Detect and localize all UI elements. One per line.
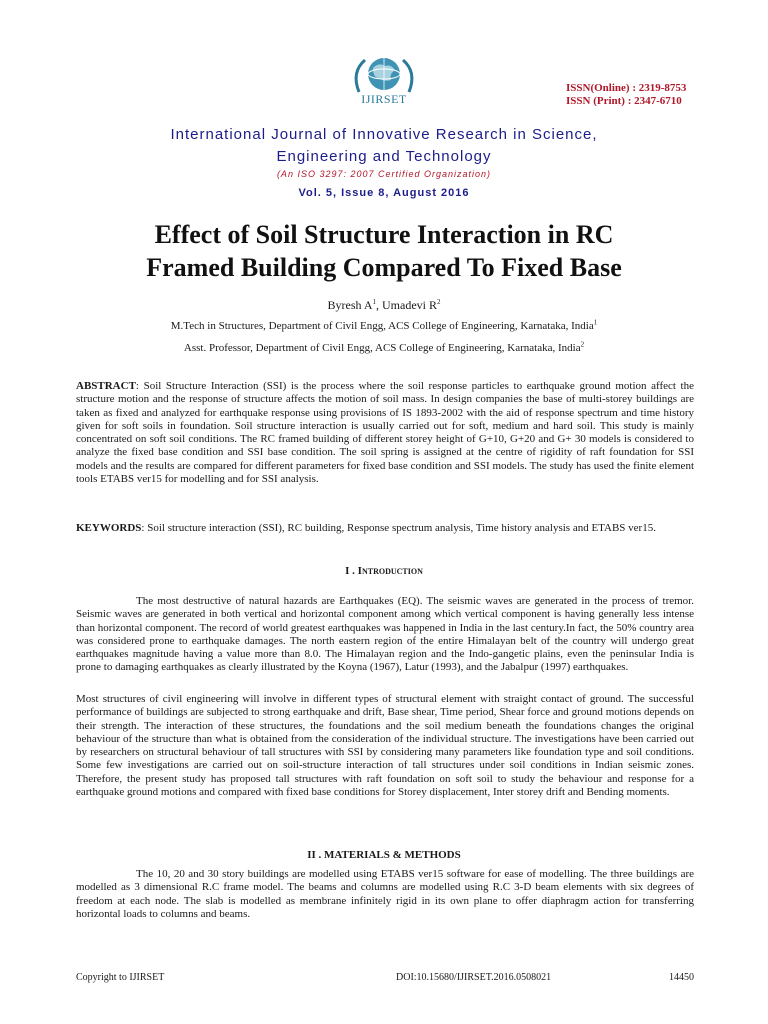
section-heading-methods: II . MATERIALS & METHODS (307, 849, 461, 861)
journal-name-line2: Engineering and Technology (276, 148, 492, 165)
affiliation-1-text: M.Tech in Structures, Department of Civil Engg, ACS College of Engineering, Karnataka, India (170, 320, 594, 332)
paper-title-line2: Framed Building Compared To Fixed Base (146, 253, 622, 282)
footer-page-number: 14450 (669, 972, 694, 983)
author-1: Byresh A (327, 298, 373, 312)
keywords (76, 522, 694, 535)
page-footer (76, 972, 694, 986)
abstract-label: ABSTRACT (76, 380, 136, 392)
affiliation-2-text: Asst. Professor, Department of Civil Engg, ACS College of Engineering, Karnataka, India (183, 342, 581, 354)
logo-text: IJIRSET (361, 92, 407, 106)
keywords-text: : Soil structure interaction (SSI), RC building, Response spectrum analysis, Time history analysis and ETABS ver15. (141, 522, 656, 534)
affiliation-2-sup: 2 (580, 340, 585, 349)
paper-title (60, 218, 708, 284)
footer-doi: DOI:10.15680/IJIRSET.2016.0508021 (396, 972, 552, 983)
footer-copyright: Copyright to IJIRSET (76, 972, 165, 983)
section-heading-introduction: I . Introduction (345, 565, 423, 577)
intro-paragraph-2: Most structures of civil engineering will involve in different types of structural element with straight contact of ground. The successful performance of buildings are subjected to strong earthquake and drift, Base shear, Time period, Shear force and ground motions depends on their strength. The interaction of these structures, the foundations and the soil medium beneath the foundations changes the original behaviour of the structure than what is obtained from the consideration of the individual structure. The investigations have been carried out by researchers on structural behaviour of tall structures with SSI by considering many parameters like foundation type and soil conditions. Some few investigations are carried out on soil-structure interaction of tall structures under soil conditions in Indian seismic zones. Therefore, the present study has proposed tall structures with raft foundation on soft soil to study the behaviour and response for a earthquake ground motions and compared with fixed base conditions for Storey displacement, Inter storey drift and Bending moments. (76, 693, 694, 799)
issn-block (566, 82, 686, 108)
author-2: , Umadevi R (376, 298, 437, 312)
intro-paragraph-1: The most destructive of natural hazards are Earthquakes (EQ). The seismic waves are generated in the process of tremor. Seismic waves are generated in both vertical and horizontal component among which vertical component is having generally less intense than horizontal component. The record of world greatest earthquakes was happened in India in the last century.In fact, the 50% country area was considered prone to earthquake damages. The north eastern region of the entire Himalayan belt of the country will undergo great earthquakes magnitude having a value more than 8.0. The Himalayan region and the Indo-gangetic plains, even the peninsular India is prone to damaging earthquakes as clearly illustrated by the Koyna (1967), Latur (1993), and the Jabalpur (1997) earthquakes. (76, 595, 694, 674)
keywords-label: KEYWORDS (76, 522, 142, 534)
abstract (76, 380, 694, 486)
volume-issue: Vol. 5, Issue 8, August 2016 (298, 187, 470, 199)
affiliation-1-sup: 1 (593, 318, 598, 327)
methods-paragraph-1: The 10, 20 and 30 story buildings are modelled using ETABS ver15 software for ease of modelling. The three buildings are modelled as 3 dimensional R.C frame model. The beams and columns are modelled using R.C 3-D beam elements with six degrees of freedom at each node. The slab is modelled as membrane infinitely rigid in its own plane to offer diaphragm action for transferring horizontal loads to columns and beams. (76, 868, 694, 920)
affiliation-1 (0, 320, 768, 332)
issn-online: ISSN(Online) : 2319-8753 (566, 82, 687, 94)
author-1-sup: 1 (372, 298, 376, 306)
journal-name (0, 124, 768, 168)
journal-name-line1: International Journal of Innovative Research in Science, (170, 126, 598, 143)
affiliation-2 (0, 342, 768, 354)
author-2-sup: 2 (437, 298, 441, 306)
abstract-text: : Soil Structure Interaction (SSI) is the process where the soil response particles to earthquake ground motion affect the structure motion and the response of structure affects the motion of soil mass. In design companies the base of multi-storey buildings are taken as fixed and analyzed for earthquake response using provisions of IS 1893-2002 with the aid of response spectrum and time history given for soft soils in foundation. Soil structure interaction is usually carried out for soft, medium and hard soil. This study is mainly concentrated on soft soil conditions. The RC framed building of different storey height of G+10, G+20 and G+ 30 models is considered to analyze the fixed base condition and SSI base condition. The soil spring is assigned at the centre of rigidity of raft foundation for SSI models and the results are compared for different parameters for fixed base condition and SSI models. The study has used the finite element tools ETABS ver15 for modelling and for SSI analysis. (76, 380, 694, 486)
authors (0, 298, 768, 313)
issn-print: ISSN (Print) : 2347-6710 (566, 95, 682, 107)
iso-certification: (An ISO 3297: 2007 Certified Organization) (276, 169, 492, 179)
paper-title-line1: Effect of Soil Structure Interaction in RC (154, 220, 614, 249)
